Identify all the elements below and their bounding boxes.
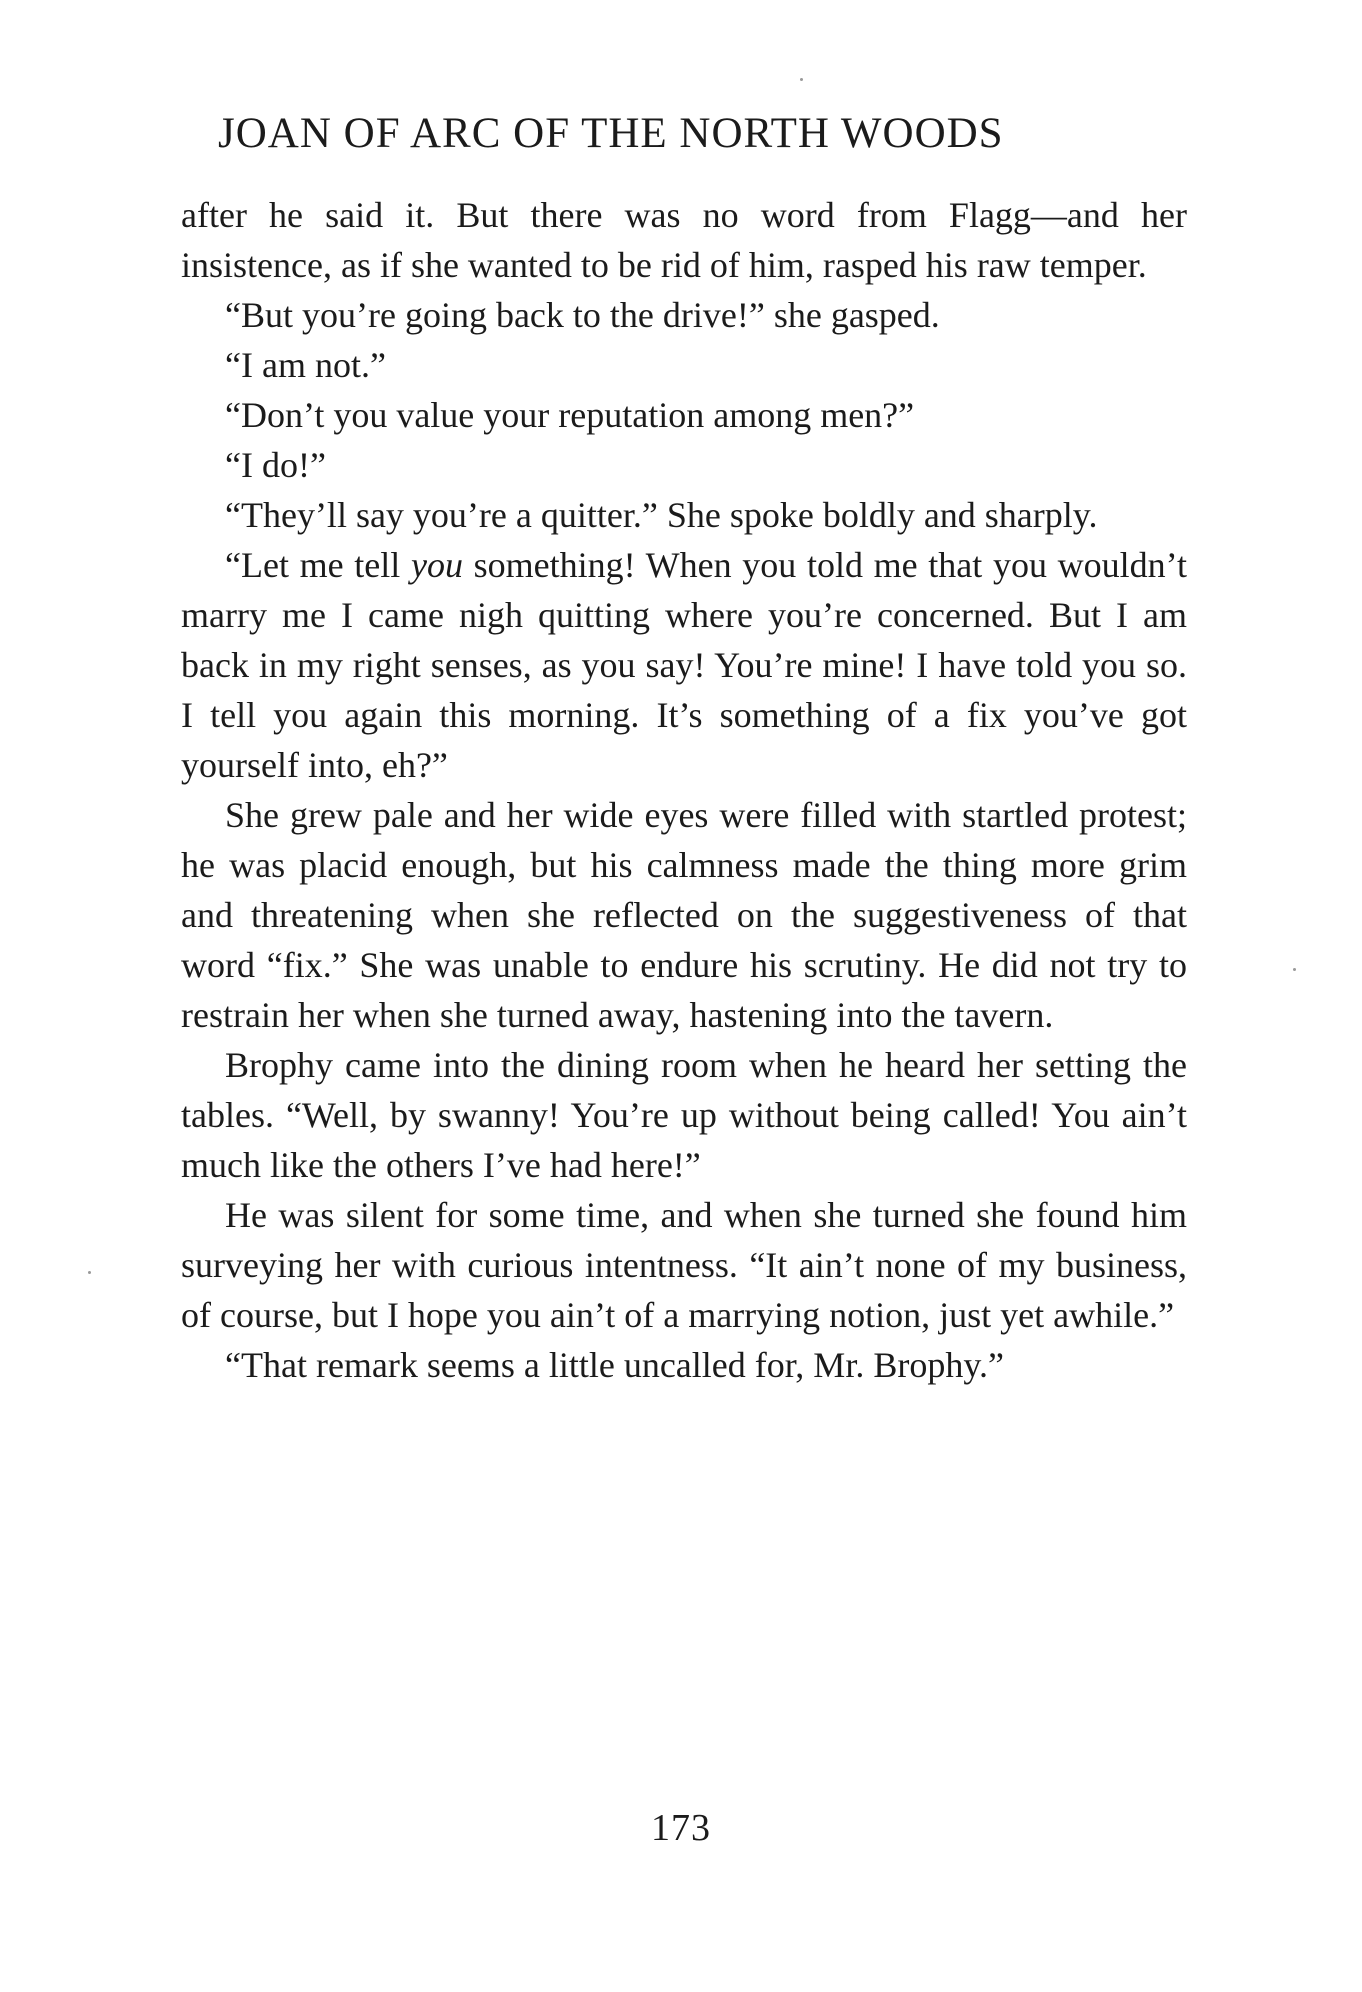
paragraph: [181, 540, 1187, 790]
paragraph: “That remark seems a little uncalled for, Mr. Brophy.”: [225, 1345, 1004, 1385]
italic-emphasis: you: [410, 545, 463, 585]
paragraph: He was silent for some time, and when she turned she found him surveying her with curious intentness. “It ain’t none of my business, of course, but I hope you ain’t of a marrying notion, just yet awhile.”: [181, 1195, 1187, 1335]
paper-speck: [88, 1271, 91, 1274]
paragraph-text: something! When you told me that you wouldn’t marry me I came nigh quitting where you’re concerned. But I am back in my right senses, as you say! You’re mine! I have told you so. I tell you again this morning. It’s something of a fix you’ve got yourself into, eh?”: [181, 545, 1187, 785]
paragraph: “Don’t you value your reputation among men?”: [225, 395, 915, 435]
page-number: 173: [651, 1807, 711, 1849]
paragraph: Brophy came into the dining room when he heard her setting the tables. “Well, by swanny! You’re up without being called! You ain’t much like the others I’ve had here!”: [181, 1045, 1187, 1185]
paper-speck: [800, 78, 803, 81]
running-head: JOAN OF ARC OF THE NORTH WOODS: [218, 110, 1004, 157]
paragraph: She grew pale and her wide eyes were filled with startled protest; he was placid enough, but his calmness made the thing more grim and threatening when she reflected on the suggestiveness of that word “fix.” She was unable to endure his scrutiny. He did not try to restrain her when she turned away, hastening into the tavern.: [181, 795, 1187, 1035]
paragraph: “I do!”: [225, 445, 326, 485]
paragraph: “But you’re going back to the drive!” she gasped.: [225, 295, 940, 335]
paragraph-text: “Let me tell: [225, 545, 411, 585]
paragraph-continued: after he said it. But there was no word from Flagg—and her insistence, as if she wanted to be rid of him, rasped his raw temper.: [181, 195, 1187, 285]
paragraph: “They’ll say you’re a quitter.” She spoke boldly and sharply.: [225, 495, 1098, 535]
body-text: [181, 190, 1187, 1390]
paper-speck: [1293, 968, 1296, 971]
paragraph: “I am not.”: [225, 345, 386, 385]
